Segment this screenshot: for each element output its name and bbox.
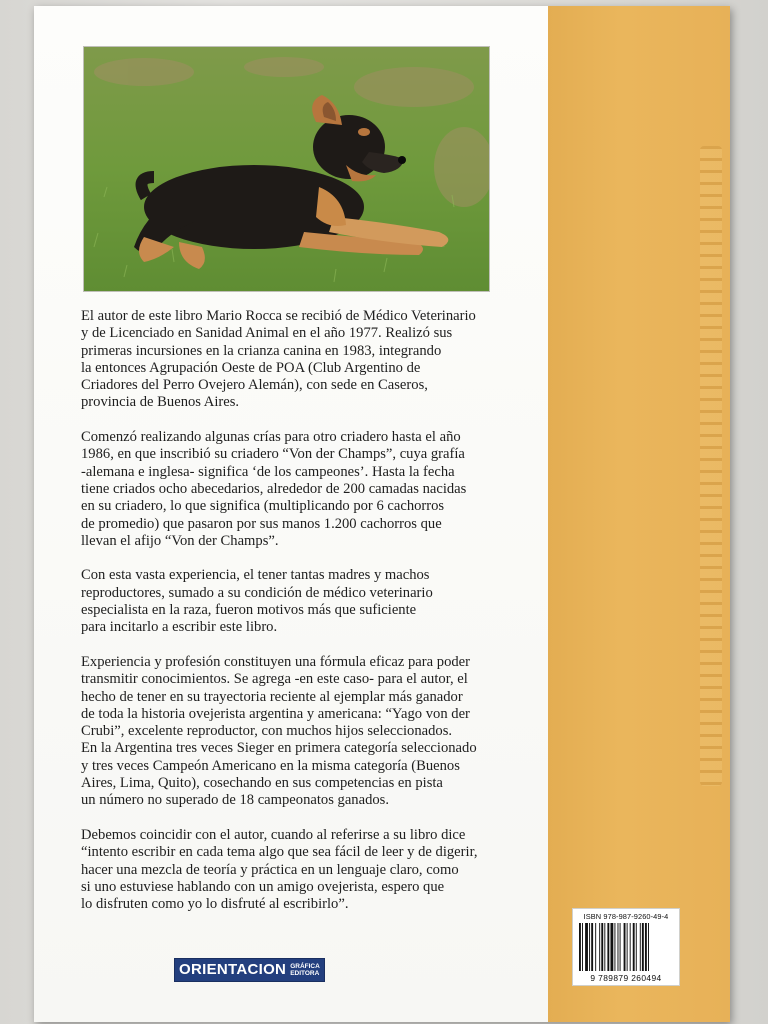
- paragraph-3: Con esta vasta experiencia, el tener tantas madres y machos reproductores, sumado a su condición de médico veterinario especialista en la raza, fueron motivos más que suficiente para incitarlo a escribir este libro.: [81, 567, 433, 636]
- barcode-bar: [645, 923, 647, 971]
- yellow-spine-stripe: [548, 6, 730, 1022]
- barcode-bar: [627, 923, 628, 971]
- publisher-sub-line2: EDITORA: [290, 970, 320, 977]
- barcode-bar: [607, 923, 609, 971]
- barcode-bar: [604, 923, 605, 971]
- barcode-digits: 9 789879 260494: [590, 973, 662, 983]
- paragraph-2: Comenzó realizando algunas crías para otro criadero hasta el año 1986, en que inscribió su criadero “Von der Champs”, cuya grafía -alemana e inglesa- significa ‘de los campeones’. Hasta la fecha tiene criados ocho abecedarios, alrededor de 200 camadas nacidas en su criadero, lo que significa (multiplicando por 6 cachorros de promedio) que pasaron por sus manos 1.200 cachorros que llevan el afijo “Von der Champs”.: [81, 429, 467, 549]
- barcode-bar: [614, 923, 615, 971]
- isbn-text: ISBN 978-987-9260-49-4: [583, 912, 669, 921]
- barcode-bar: [624, 923, 626, 971]
- publisher-subtitle: [289, 959, 324, 981]
- barcode-bar: [648, 923, 649, 971]
- publisher-sub-line1: GRÁFICA: [290, 963, 320, 970]
- barcode-bar: [640, 923, 641, 971]
- stripe-texture: [700, 146, 722, 786]
- barcode-bar: [585, 923, 588, 971]
- paragraph-5: Debemos coincidir con el autor, cuando al referirse a su libro dice “intento escribir en cada tema algo que sea fácil de leer y de digerir, hacer una mezcla de teoría y práctica en un lenguaje claro, como si uno estuviese hablando con un amigo ovejerista, espero que lo disfruten como yo lo disfruté al escribirlo”.: [81, 826, 478, 913]
- paragraph-1: El autor de este libro Mario Rocca se recibió de Médico Veterinario y de Licenciado en Sanidad Animal en el año 1977. Realizó sus primeras incursiones en la crianza canina en 1983, integrando la entonces Agrupación Oeste de POA (Club Argentino de Criadores del Perro Ovejero Alemán), con sede en Caseros, provincia de Buenos Aires.: [81, 308, 476, 411]
- barcode-bar: [642, 923, 644, 971]
- barcode-icon: [579, 923, 673, 971]
- barcode-bar: [618, 923, 619, 971]
- barcode-label: [572, 908, 680, 986]
- barcode-bar: [579, 923, 581, 971]
- barcode-bar: [636, 923, 637, 971]
- barcode-bar: [595, 923, 596, 971]
- barcode-bar: [620, 923, 621, 971]
- barcode-bar: [610, 923, 613, 971]
- barcode-bar: [601, 923, 603, 971]
- publisher-logo: [174, 958, 325, 982]
- barcode-bar: [589, 923, 590, 971]
- barcode-bar: [591, 923, 593, 971]
- german-shepherd-puppy-icon: [84, 47, 489, 291]
- barcode-bar: [633, 923, 635, 971]
- publisher-name: ORIENTACION: [179, 961, 287, 978]
- barcode-bar: [599, 923, 600, 971]
- author-bio-text: [81, 308, 526, 931]
- barcode-bar: [630, 923, 631, 971]
- puppy-photo: [83, 46, 490, 292]
- paragraph-4: Experiencia y profesión constituyen una fórmula eficaz para poder transmitir conocimientos. Se agrega -en este caso- para el autor, el hecho de tener en su trayectoria reciente al ejemplar más ganador de toda la historia ovejerista argentina y americana: “Yago von der Crubi”, excelente reproductor, con muchos hijos seleccionados. En la Argentina tres veces Sieger en primera categoría seleccionado y tres veces Campeón Americano en la misma categoría (Buenos Aires, Lima, Quito), cosechando en sus competencias en pista un número no superado de 18 campeonatos ganados.: [81, 653, 477, 809]
- book-back-cover: [34, 6, 730, 1022]
- barcode-bar: [582, 923, 583, 971]
